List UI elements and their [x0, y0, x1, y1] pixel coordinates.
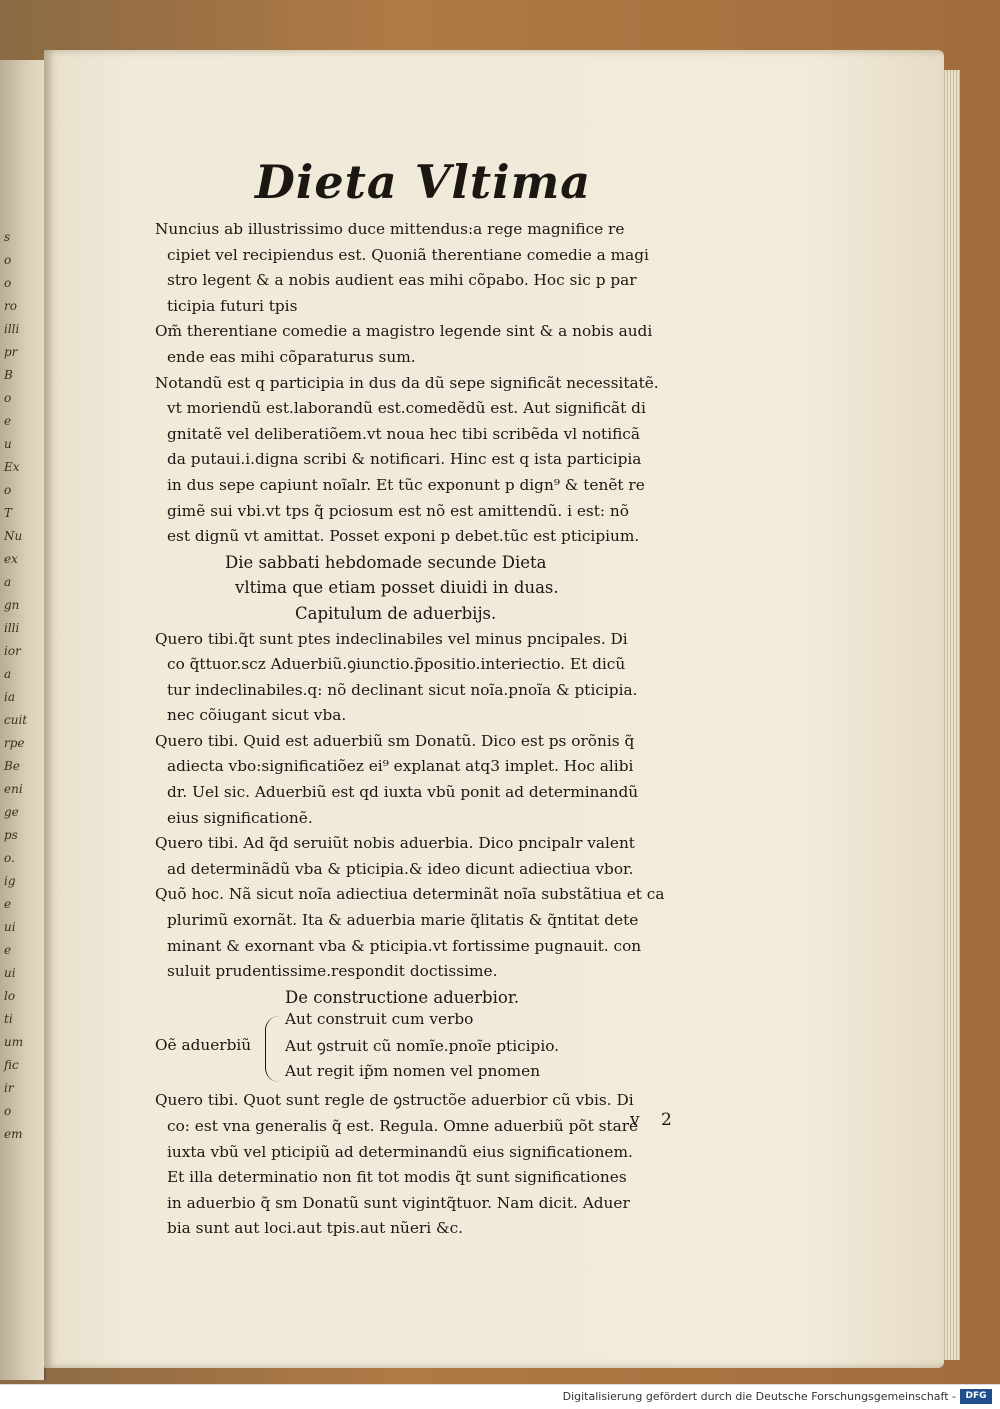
left-page-fragment: ia — [4, 690, 15, 704]
text-line: ticipia futuri tpis — [167, 296, 298, 315]
left-page-fragment: illi — [4, 621, 20, 635]
left-page-fragment: em — [4, 1127, 23, 1141]
brace-option-1: Aut construit cum verbo — [285, 1010, 474, 1029]
paragraph-4 — [155, 627, 715, 729]
left-page-fragment: o — [4, 1104, 12, 1118]
left-page-fragment: ig — [4, 874, 16, 888]
text-line: vt moriendũ est.laborandũ est.comedẽdũ est. Aut significãt di — [167, 399, 646, 418]
text-line: cipiet vel recipiendus est. Quoniã therentiane comedie a magi — [167, 245, 649, 264]
construction-heading: De constructione aduerbior. — [285, 987, 520, 1007]
text-line: plurimũ exornãt. Ita & aduerbia marie q̃litatis & q̃ntitat dete — [167, 911, 639, 930]
page-title: Dieta Vltima — [255, 155, 592, 209]
left-page-fragment: pr — [4, 345, 18, 359]
text-line: tur indeclinabiles.q: nõ declinant sicut noĩa.pnoĩa & pticipia. — [167, 680, 638, 699]
left-page-fragment: ui — [4, 920, 16, 934]
text-line: Om̃ therentiane comedie a magistro legende sint & a nobis audi — [155, 322, 653, 341]
text-line: stro legent & a nobis audient eas mihi cõpabo. Hoc sic p par — [167, 271, 637, 290]
left-page-fragment: rpe — [4, 736, 25, 750]
left-page-fragment: ps — [4, 828, 18, 842]
left-page-fragment: o — [4, 276, 12, 290]
text-line: in aduerbio q̃ sm Donatũ sunt vigintq̃tuor. Nam dicit. Aduer — [167, 1193, 630, 1212]
text-line: eius significationẽ. — [167, 808, 313, 827]
left-page-fragment: ir — [4, 1081, 14, 1095]
paragraph-6 — [155, 831, 715, 882]
text-line: co: est vna generalis q̃ est. Regula. Omne aduerbiũ põt stare — [167, 1117, 639, 1135]
text-line: Notandũ est q participia in dus da dũ sepe significãt necessitatẽ. — [155, 373, 659, 392]
brace-option-2: Aut ꝯstruit cũ nomĩe.pnoĩe pticipio. — [285, 1037, 560, 1056]
left-page-fragment: cuit — [4, 713, 28, 727]
left-page-fragment: ti — [4, 1012, 13, 1026]
left-page-fragment: e — [4, 943, 12, 957]
text-line: dr. Uel sic. Aduerbiũ est qd iuxta vbũ ponit ad determinandũ — [167, 783, 639, 802]
footer — [0, 1384, 1000, 1409]
left-page-fragment: Be — [4, 759, 20, 773]
text-line: Quõ hoc. Nã sicut noĩa adiectiua determinãt noĩa substãtiua et ca — [155, 885, 665, 904]
left-page-fragment: u — [4, 437, 12, 451]
chapter-heading: Capitulum de aduerbijs. — [295, 603, 497, 623]
left-page-fragment: e — [4, 414, 12, 428]
text-line: ende eas mihi cõparaturus sum. — [167, 347, 416, 366]
left-page-fragment: ro — [4, 299, 17, 313]
text-line: ad determinãdũ vba & pticipia.& ideo dicunt adiectiua vbor. — [167, 859, 634, 878]
left-page-fragment: o. — [4, 851, 15, 865]
brace-mark — [265, 1016, 280, 1082]
left-page-fragment: lo — [4, 989, 16, 1003]
left-page-fragment: um — [4, 1035, 24, 1049]
text-line: Et illa determinatio non fit tot modis q̃t sunt significationes — [167, 1168, 627, 1187]
brace-label: Oẽ aduerbiũ — [155, 1036, 252, 1055]
left-page-fragment: Nu — [4, 529, 23, 543]
text-line: gimẽ sui vbi.vt tps q̃ pciosum est nõ est amittendũ. i est: nõ — [167, 501, 629, 520]
text-line: Quero tibi. Quid est aduerbiũ sm Donatũ. Dico est ps orõnis q̃ — [155, 731, 635, 750]
left-page-fragment: ior — [4, 644, 21, 658]
paragraph-2 — [155, 319, 715, 370]
signature-mark: v 2 — [630, 1110, 680, 1130]
left-page-fragment: T — [4, 506, 13, 520]
left-page-fragment: eni — [4, 782, 23, 796]
brace-option-3: Aut regit ip̃m nomen vel pnomen — [285, 1062, 541, 1081]
text-line: in dus sepe capiunt noĩalr. Et tũc exponunt p dign⁹ & tenẽt re — [167, 475, 645, 494]
text-line: gnitatẽ vel deliberatiõem.vt noua hec tibi scribẽda vl notificã — [167, 424, 640, 443]
text-line: Quero tibi. Ad q̃d seruiũt nobis aduerbia. Dico pncipalr valent — [155, 834, 635, 853]
left-page-fragment: fic — [4, 1058, 19, 1072]
dfg-logo: DFG — [960, 1389, 992, 1404]
text-line: Nuncius ab illustrissimo duce mittendus:a rege magnifice re — [155, 220, 625, 238]
left-page-fragment: ui — [4, 966, 16, 980]
text-line: co q̃ttuor.scz Aduerbiũ.ꝯiunctio.p̃positio.interiectio. Et dicũ — [167, 655, 626, 674]
text-line: est dignũ vt amittat. Posset exponi p debet.tũc est pticipium. — [167, 527, 640, 546]
paragraph-5 — [155, 729, 715, 831]
left-page-fragment: o — [4, 391, 12, 405]
left-page-fragment: B — [4, 368, 13, 382]
left-page-fragment: gn — [4, 598, 20, 612]
footer-credit: Digitalisierung gefördert durch die Deutsche Forschungsgemeinschaft - — [562, 1390, 956, 1403]
text-line: Quero tibi. Quot sunt regle de ꝯstructõe aduerbior cũ vbis. Di — [155, 1091, 634, 1110]
text-line: iuxta vbũ vel pticipiũ ad determinandũ eius significationem. — [167, 1142, 633, 1161]
left-page-fragment: o — [4, 483, 12, 497]
left-page-fragment: ex — [4, 552, 18, 566]
text-line: adiecta vbo:significatiõez ei⁹ explanat atq3 implet. Hoc alibi — [167, 757, 634, 776]
paragraph-7 — [155, 882, 715, 984]
text-line: nec cõiugant sicut vba. — [167, 706, 347, 725]
left-page-fragment: illi — [4, 322, 20, 336]
left-page-fragment: e — [4, 897, 12, 911]
left-page-fragment: a — [4, 575, 12, 589]
paragraph-3 — [155, 371, 715, 550]
page-stack-edge — [942, 70, 960, 1360]
left-page-fragment: Ex — [4, 460, 20, 474]
left-page-edge — [0, 60, 46, 1380]
text-line: suluit prudentissime.respondit doctissime. — [167, 962, 498, 981]
text-line: Quero tibi.q̃t sunt ptes indeclinabiles vel minus pncipales. Di — [155, 629, 628, 648]
left-page-fragment: a — [4, 667, 12, 681]
paragraph-1 — [155, 217, 715, 319]
left-page-fragment: ge — [4, 805, 19, 819]
section-heading-1: Die sabbati hebdomade secunde Dieta — [225, 552, 547, 572]
brace-diagram — [155, 1010, 715, 1088]
text-line: da putaui.i.digna scribi & notificari. Hinc est q ista participia — [167, 450, 642, 469]
text-line: minant & exornant vba & pticipia.vt fortissime pugnauit. con — [167, 936, 642, 955]
left-page-fragment: s — [4, 230, 11, 244]
page-text — [155, 155, 715, 1242]
text-line: bia sunt aut loci.aut tpis.aut nũeri &c. — [167, 1219, 464, 1238]
left-page-fragment: o — [4, 253, 12, 267]
section-heading-2: vltima que etiam posset diuidi in duas. — [235, 578, 559, 598]
